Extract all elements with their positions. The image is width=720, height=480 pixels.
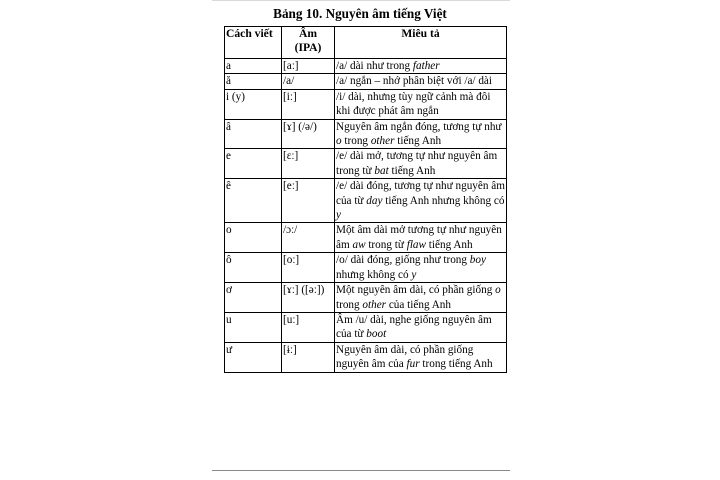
table-row — [225, 223, 507, 253]
cell-description — [335, 312, 507, 342]
cell-description — [335, 149, 507, 179]
cell-description — [335, 283, 507, 313]
vowel-table — [224, 26, 507, 373]
table-row — [225, 312, 507, 342]
cell-spelling: ô — [225, 253, 282, 283]
description-italic-term: y — [336, 209, 341, 222]
description-text: /o/ dài đóng, giống như trong — [336, 254, 470, 267]
description-italic-term: y — [411, 268, 417, 281]
description-italic-term: boy — [469, 254, 486, 267]
description-text: /e/ dài đóng, tương tự như nguyên âm của từ — [336, 180, 505, 207]
header-spelling: Cách viết — [225, 27, 282, 59]
top-rule — [212, 0, 510, 1]
description-text: /i/ dài, nhưng tùy ngữ cảnh mà đôi khi được phát âm ngắn — [336, 90, 491, 118]
description-italic-term: aw — [352, 238, 366, 251]
document-page — [212, 0, 510, 480]
cell-description — [335, 342, 507, 372]
cell-ipa: [eː] — [282, 179, 335, 223]
cell-spelling: o — [225, 223, 282, 253]
description-text: tiếng Anh nhưng không có — [382, 194, 505, 207]
description-italic-term: bat — [374, 164, 389, 177]
description-italic-term: o — [495, 284, 501, 297]
description-text: Âm /u/ dài, nghe giống nguyên âm của từ — [336, 313, 492, 341]
table-row — [225, 74, 507, 89]
description-text: tiếng Anh — [426, 238, 473, 251]
description-italic-term: boot — [366, 328, 387, 341]
table-row — [225, 283, 507, 313]
cell-ipa: [ɤː] ([əː]) — [282, 283, 335, 313]
cell-ipa: [ɤ] (/ə/) — [282, 119, 335, 149]
table-row — [225, 119, 507, 149]
description-text: trong — [336, 298, 363, 311]
cell-ipa: /a/ — [282, 74, 335, 89]
description-italic-term: flaw — [406, 238, 426, 251]
description-italic-term: o — [336, 135, 342, 148]
description-italic-term: other — [362, 298, 387, 311]
description-text: /e/ dài mở, tương tự như nguyên âm trong từ — [336, 150, 498, 177]
table-caption: Bảng 10. Nguyên âm tiếng Việt — [273, 6, 447, 21]
cell-ipa: /ɔː/ — [282, 223, 335, 253]
description-text: tiếng Anh — [394, 135, 442, 148]
cell-ipa: [iː] — [282, 89, 335, 119]
cell-description — [335, 74, 507, 89]
table-row — [225, 253, 507, 283]
bottom-rule — [212, 470, 510, 471]
cell-ipa: [aː] — [282, 59, 335, 74]
table-row — [225, 342, 507, 372]
description-text: nhưng không có — [336, 268, 412, 281]
cell-description — [335, 119, 507, 149]
cell-ipa: [ɨː] — [282, 342, 335, 372]
cell-description — [335, 179, 507, 223]
cell-description — [335, 223, 507, 253]
description-text: trong tiếng Anh — [419, 358, 493, 371]
header-description: Miêu tả — [335, 27, 507, 59]
description-text: Nguyên âm dài, có phần giống nguyên âm của — [336, 343, 474, 371]
header-ipa-line2: (IPA) — [294, 41, 322, 55]
cell-description — [335, 89, 507, 119]
description-italic-term: fur — [406, 358, 420, 371]
cell-spelling: ă — [225, 74, 282, 89]
cell-spelling: â — [225, 119, 282, 149]
cell-spelling: ư — [225, 342, 282, 372]
description-text: tiếng Anh — [388, 164, 436, 177]
description-italic-term: father — [412, 60, 440, 72]
description-italic-term: other — [370, 135, 395, 148]
description-text: của tiếng Anh — [386, 298, 451, 311]
table-row — [225, 89, 507, 119]
cell-description — [335, 253, 507, 283]
cell-spelling: ơ — [225, 283, 282, 313]
description-text: Một nguyên âm dài, có phần giống — [336, 284, 496, 297]
cell-spelling: u — [225, 312, 282, 342]
description-text: trong — [341, 135, 371, 148]
cell-ipa: [oː] — [282, 253, 335, 283]
description-text: Nguyên âm ngắn đóng, tương tự như — [336, 120, 502, 133]
description-text: /a/ dài như trong — [336, 60, 413, 72]
cell-description — [335, 59, 507, 74]
description-text: trong từ — [365, 238, 407, 251]
cell-spelling: e — [225, 149, 282, 179]
table-row — [225, 59, 507, 74]
table-row — [225, 179, 507, 223]
table-header-row — [225, 27, 507, 59]
description-italic-term: day — [366, 194, 383, 207]
cell-spelling: i (y) — [225, 89, 282, 119]
header-ipa-line1: Âm — [298, 27, 318, 40]
description-text: Một âm dài mở tương tự như nguyên âm — [336, 224, 502, 251]
cell-ipa: [ɛː] — [282, 149, 335, 179]
cell-ipa: [uː] — [282, 312, 335, 342]
header-ipa — [282, 27, 335, 59]
cell-spelling: a — [225, 59, 282, 74]
description-text: /a/ ngắn – nhớ phân biệt với /a/ dài — [336, 75, 492, 88]
table-row — [225, 149, 507, 179]
cell-spelling: ê — [225, 179, 282, 223]
